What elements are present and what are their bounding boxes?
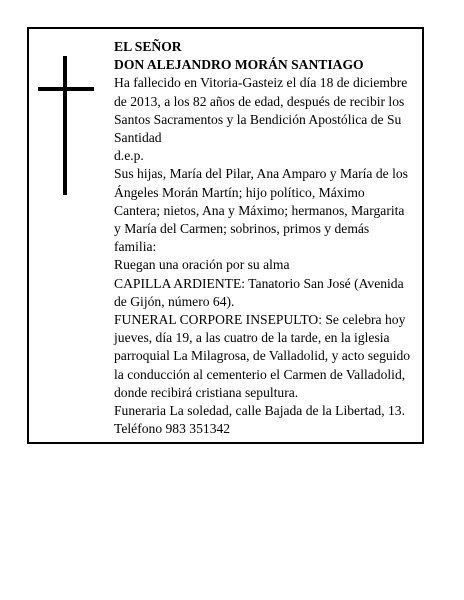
prayer-request: Ruegan una oración por su alma [114,257,290,273]
family-list: Sus hijas, María del Pilar, Ana Amparo y María de los Ángeles Morán Martín; hijo político, Máximo Cantera; nietos, Ana y Máximo; hermanos, Margarita y María del Carmen; sobrinos, primos y demás familia: [114,166,408,255]
obituary-text [114,38,414,438]
rip-abbreviation: d.e.p. [114,148,144,164]
death-announcement: Ha fallecido en Vitoria-Gasteiz el día 18 de diciembre de 2013, a los 82 años de edad, después de recibir los Santos Sacramentos y la Bendición Apostólica de Su Santidad [114,75,408,146]
cross-icon [63,56,67,195]
funeral-info: FUNERAL CORPORE INSEPULTO: Se celebra hoy jueves, día 19, a las cuatro de la tarde, en la iglesia parroquial La Milagrosa, de Valladolid, y acto seguido la conducción al cementerio el Carmen de Valladolid, donde recibirá cristiana sepultura. [114,312,411,400]
cross-icon-crossbar [38,87,94,91]
chapel-info: CAPILLA ARDIENTE: Tanatorio San José (Avenida de Gijón, número 64). [114,275,404,309]
deceased-name: DON ALEJANDRO MORÁN SANTIAGO [114,57,364,73]
notice-title: EL SEÑOR [114,39,182,54]
funeral-home-contact: Funeraria La soledad, calle Bajada de la Libertad, 13. Teléfono 983 351342 [114,403,406,437]
